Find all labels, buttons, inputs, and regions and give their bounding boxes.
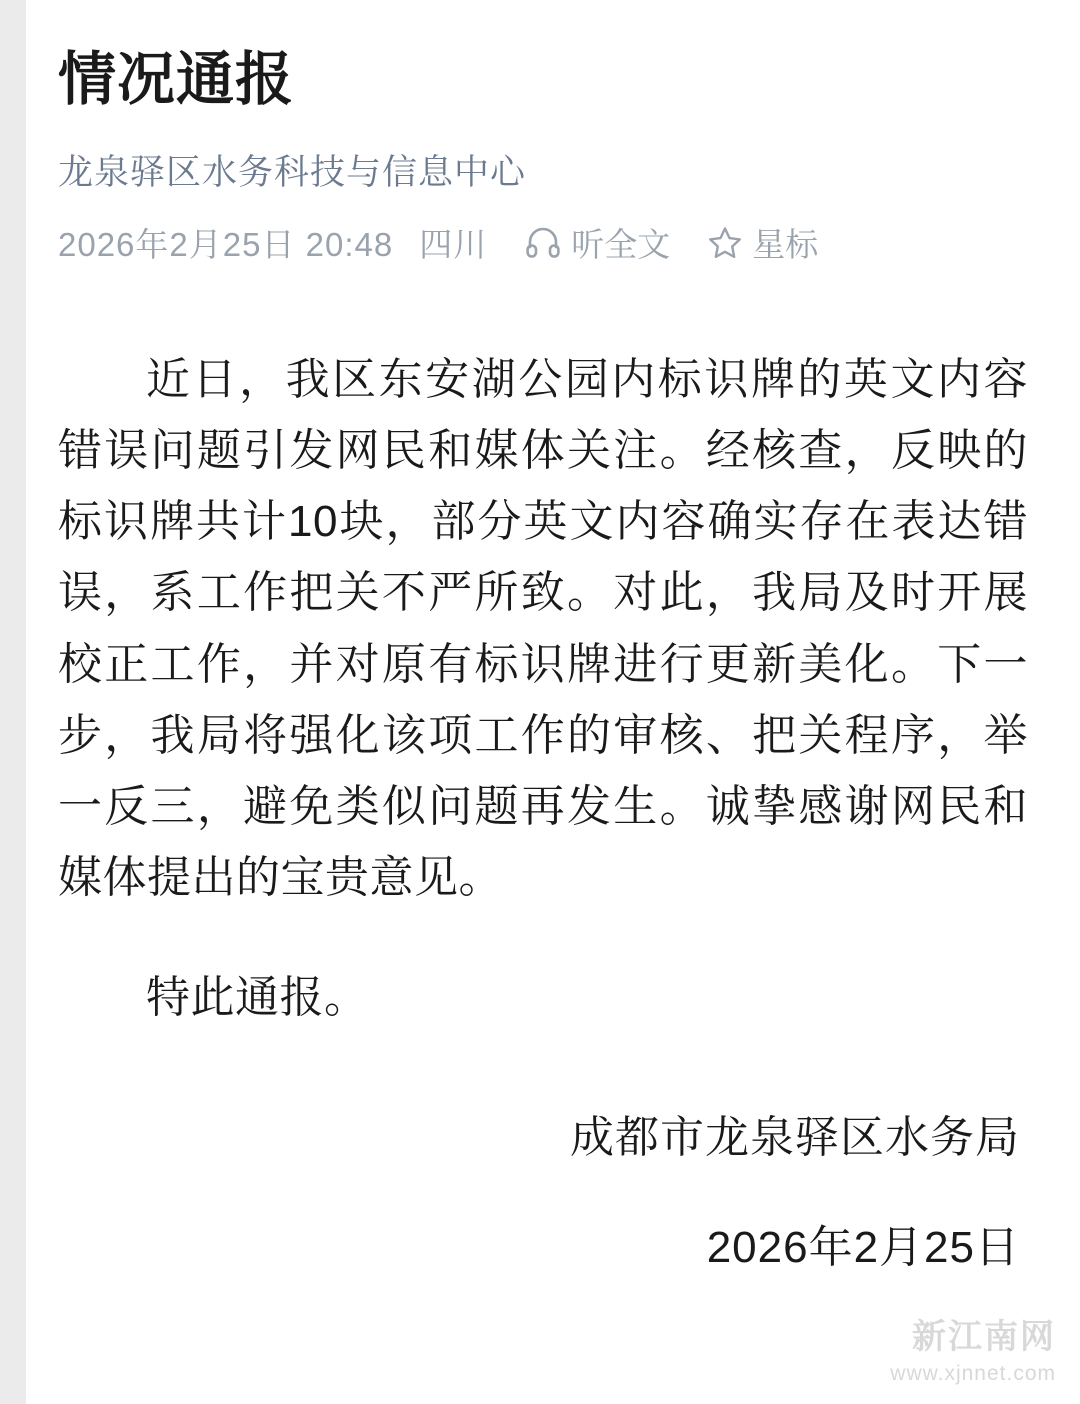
article-source[interactable]: 龙泉驿区水务科技与信息中心 bbox=[58, 152, 527, 192]
star-icon bbox=[708, 226, 742, 259]
article-paragraph: 特此通报。 bbox=[146, 972, 369, 1022]
page-title: 情况通报 bbox=[58, 47, 295, 112]
signature-org: 成都市龙泉驿区水务局 bbox=[570, 1112, 1020, 1162]
signature-date: 2026年2月25日 bbox=[706, 1223, 1020, 1273]
watermark-main: 新江南网 bbox=[912, 1318, 1056, 1356]
listen-button[interactable] bbox=[525, 219, 670, 266]
listen-label: 听全文 bbox=[571, 225, 671, 263]
article-signature-block bbox=[58, 1103, 1028, 1284]
headphones-icon bbox=[525, 226, 561, 258]
star-label: 星标 bbox=[752, 225, 819, 263]
watermark-url: www.xjnnet.com bbox=[890, 1362, 1056, 1385]
article-content bbox=[26, 0, 1080, 1404]
article-meta bbox=[58, 219, 1028, 266]
star-button[interactable] bbox=[708, 219, 818, 266]
article-body bbox=[58, 344, 1028, 1033]
publish-date: 2026年2月25日 20:48 bbox=[58, 225, 394, 263]
publish-region: 四川 bbox=[419, 225, 488, 263]
watermark bbox=[890, 1309, 1056, 1386]
article-paragraph: 近日，我区东安湖公园内标识牌的英文内容错误问题引发网民和媒体关注。经核查，反映的标识牌共计10块，部分英文内容确实存在表达错误，系工作把关不严所致。对此，我局及时开展校正工作，并对原有标识牌进行更新美化。下一步，我局将强化该项工作的审核、把关程序，举一反三，避免类似问题再发生。诚挚感谢网民和媒体提出的宝贵意见。 bbox=[58, 354, 1028, 903]
page-left-edge bbox=[0, 0, 26, 1404]
